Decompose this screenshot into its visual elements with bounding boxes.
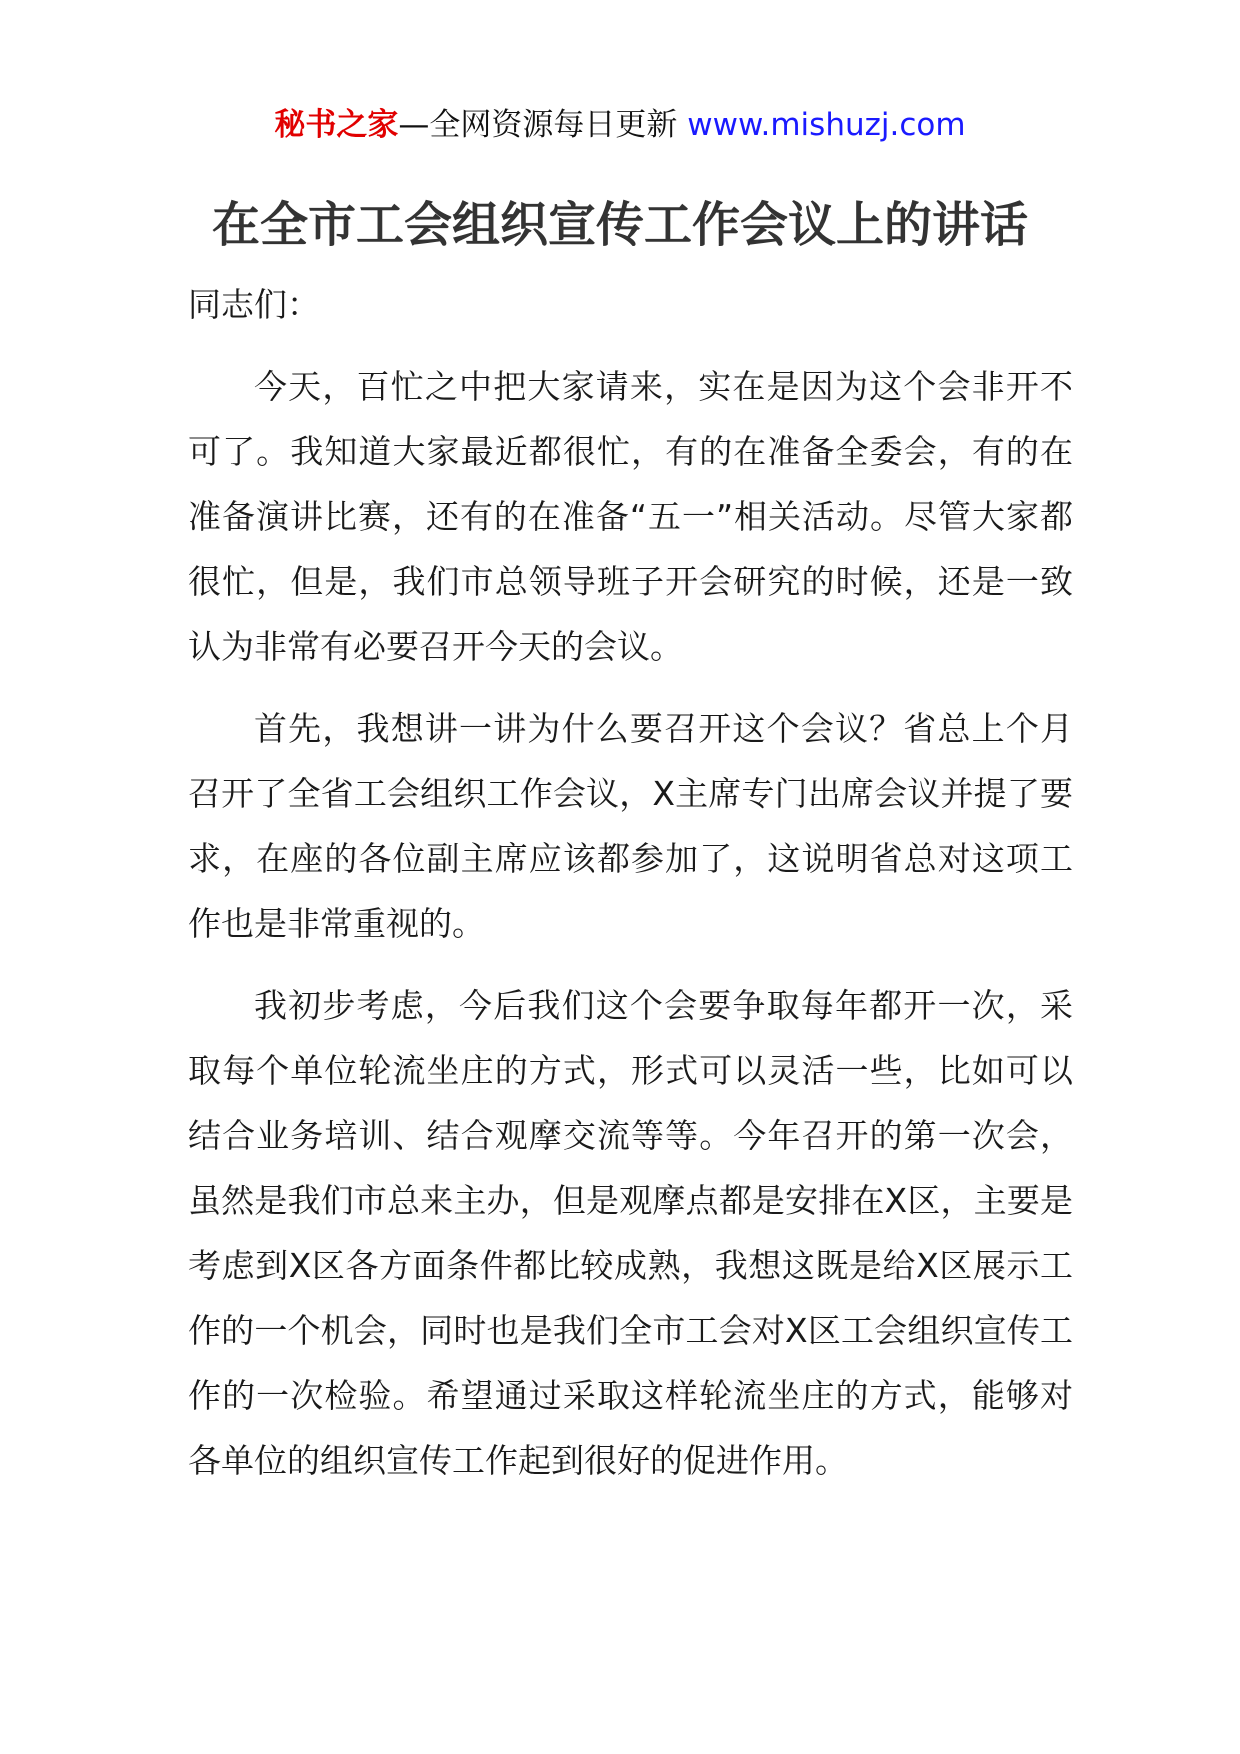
site-banner: [0, 98, 1240, 152]
salutation: 同志们：: [188, 285, 320, 324]
brand-name: 秘书之家: [274, 107, 399, 143]
paragraph-2: 首先，我想讲一讲为什么要召开这个会议？省总上个月召开了全省工会组织工作会议，X主席专门出席会议并提了要求，在座的各位副主席应该都参加了，这说明省总对这项工作也是非常重视的。: [188, 709, 1073, 943]
banner-tagline: —全网资源每日更新: [398, 107, 678, 143]
document-title: 在全市工会组织宣传工作会议上的讲话: [211, 197, 1028, 253]
paragraph-1: 今天，百忙之中把大家请来，实在是因为这个会非开不可了。我知道大家最近都很忙，有的在准备全委会，有的在准备演讲比赛，还有的在准备“五一”相关活动。尽管大家都很忙，但是，我们市总领导班子开会研究的时候，还是一致认为非常有必要召开今天的会议。: [188, 367, 1073, 666]
paragraph-3: 我初步考虑，今后我们这个会要争取每年都开一次，采取每个单位轮流坐庄的方式，形式可以灵活一些，比如可以结合业务培训、结合观摩交流等等。今年召开的第一次会，虽然是我们市总来主办，但是观摩点都是安排在X区，主要是考虑到X区各方面条件都比较成熟，我想这既是给X区展示工作的一个机会，同时也是我们全市工会对X区工会组织宣传工作的一次检验。希望通过采取这样轮流坐庄的方式，能够对各单位的组织宣传工作起到很好的促进作用。: [188, 986, 1073, 1480]
site-url-link[interactable]: www.mishuzj.com: [687, 107, 966, 143]
document-body: [188, 272, 1073, 1510]
